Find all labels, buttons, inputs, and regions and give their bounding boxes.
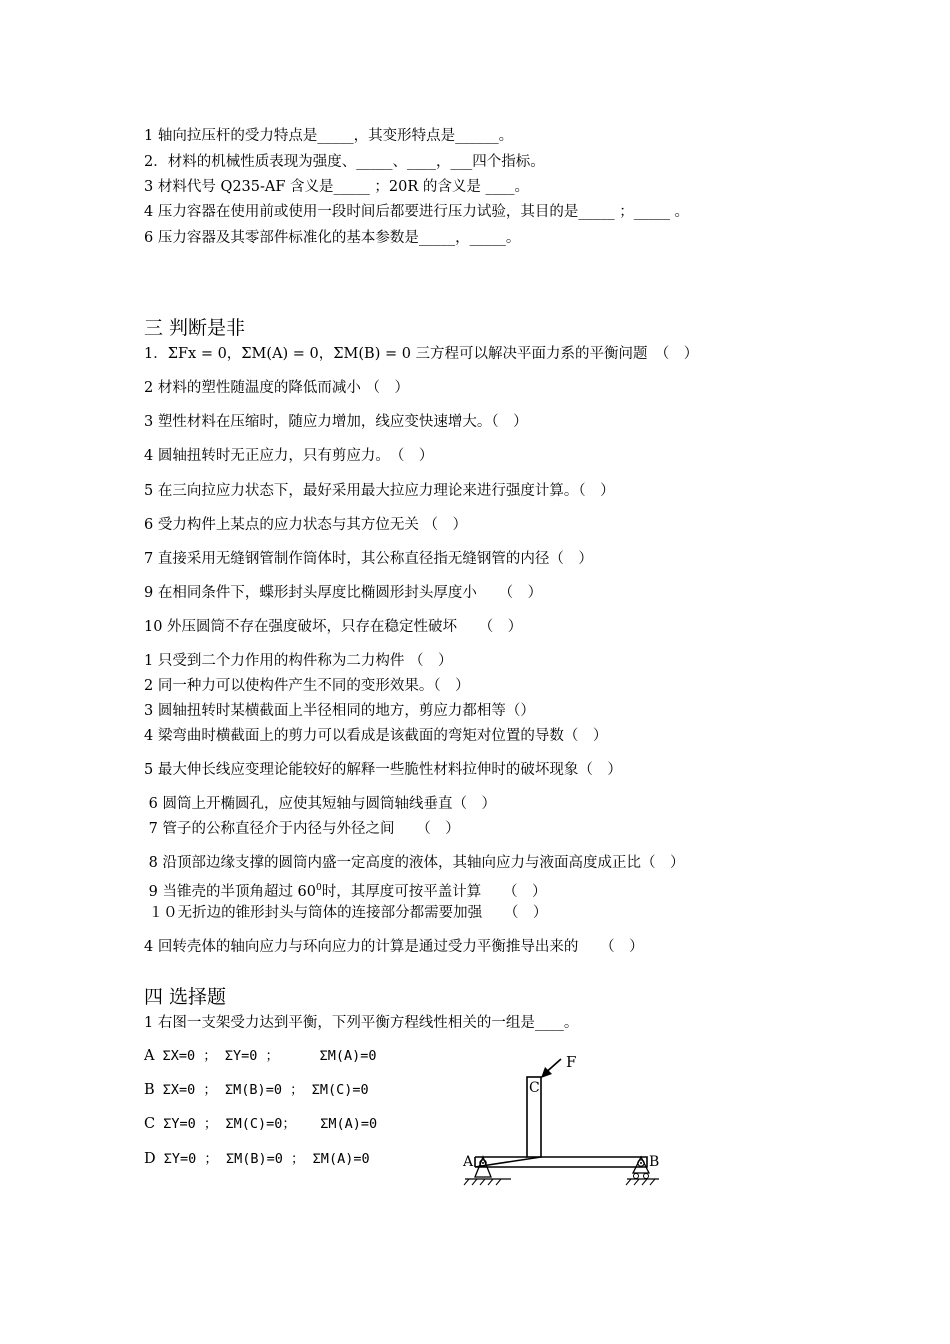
fill-in-item-1: 1 轴向拉压杆的受力特点是_____，其变形特点是______。 <box>144 128 514 144</box>
choice-option-d <box>144 1150 370 1168</box>
horizontal-beam <box>475 1157 647 1167</box>
choice-option-b <box>144 1081 369 1099</box>
true-false-item: 2 材料的塑性随温度的降低而减小 （ ） <box>144 380 409 396</box>
fill-in-item-4: 4 压力容器在使用前或使用一段时间后都要进行压力试验，其目的是_____ ；_____ 。 <box>144 204 690 220</box>
option-letter: A <box>144 1048 155 1064</box>
true-false-item: 1 只受到二个力作用的构件称为二力构件 （ ） <box>144 653 453 669</box>
true-false-item <box>144 879 547 901</box>
fill-in-item-3: 3 材料代号 Q235-AF 含义是_____ ；20R 的含义是 ____。 <box>144 179 529 195</box>
true-false-item: 3 塑性材料在压缩时，随应力增加，线应变快速增大。（ ） <box>144 414 528 430</box>
option-letter: B <box>144 1082 155 1098</box>
section-title-true-false: 三 判断是非 <box>144 317 246 339</box>
option-text: ΣX=0 ； ΣM(B)=0 ； ΣM(C)=0 <box>154 1082 369 1098</box>
true-false-item: 4 圆轴扭转时无正应力，只有剪应力。 （ ） <box>144 448 434 464</box>
option-letter: C <box>144 1116 156 1132</box>
label-force: F <box>566 1053 577 1071</box>
fill-in-item-6: 6 压力容器及其零部件标准化的基本参数是_____，_____。 <box>144 230 521 246</box>
option-text: ΣX=0 ； ΣY=0 ； ΣM(A)=0 <box>154 1048 377 1064</box>
label-c: C <box>529 1080 540 1096</box>
choice-option-a <box>144 1047 377 1065</box>
fill-in-item-2: 2．材料的机械性质表现为强度、_____、____，___四个指标。 <box>144 154 545 170</box>
true-false-item: 3 圆轴扭转时某横截面上半径相同的地方，剪应力都相等（） <box>144 703 535 719</box>
option-text: ΣY=0 ； ΣM(B)=0 ； ΣM(A)=0 <box>155 1151 370 1167</box>
true-false-item: 7 直接采用无缝钢管制作筒体时，其公称直径指无缝钢管的内径（ ） <box>144 551 593 567</box>
true-false-item: 4 回转壳体的轴向应力与环向应力的计算是通过受力平衡推导出来的 （ ） <box>144 939 644 955</box>
true-false-item: 8 沿顶部边缘支撑的圆筒内盛一定高度的液体，其轴向应力与液面高度成正比（ ） <box>144 855 685 871</box>
degree-sup: 0 <box>316 883 322 893</box>
true-false-item: 6 受力构件上某点的应力状态与其方位无关 （ ） <box>144 517 467 533</box>
true-false-item: 10 外压圆筒不存在强度破坏，只存在稳定性破坏 （ ） <box>144 619 523 635</box>
label-a: A <box>463 1154 474 1170</box>
section-title-choice: 四 选择题 <box>144 986 227 1008</box>
cone-item-prefix: 9 当锥壳的半顶角超过 60 <box>144 884 317 900</box>
true-false-item: １０无折边的锥形封头与筒体的连接部分都需要加强 （ ） <box>144 905 548 921</box>
option-letter: D <box>144 1151 156 1167</box>
true-false-item: 6 圆筒上开椭圆孔，应使其短轴与圆筒轴线垂直（ ） <box>144 796 496 812</box>
true-false-item: 1．ΣFx = 0，ΣM(A) = 0，ΣM(B) = 0 三方程可以解决平面力系的平衡问题 （ ） <box>144 346 699 362</box>
true-false-item: 2 同一种力可以使构件产生不同的变形效果。（ ） <box>144 678 470 694</box>
option-text: ΣY=0 ； ΣM(C)=0； ΣM(A)=0 <box>155 1116 378 1132</box>
choice-option-c <box>144 1115 377 1133</box>
true-false-item: 5 在三向拉应力状态下，最好采用最大拉应力理论来进行强度计算。（ ） <box>144 483 615 499</box>
cone-item-suffix: 时，其厚度可按平盖计算 （ ） <box>321 884 547 900</box>
true-false-item: 9 在相同条件下，蝶形封头厚度比椭圆形封头厚度小 （ ） <box>144 585 543 601</box>
support-frame-figure <box>455 1045 675 1195</box>
choice-question: 1 右图一支架受力达到平衡，下列平衡方程线性相关的一组是____。 <box>144 1015 579 1031</box>
true-false-item: 7 管子的公称直径介于内径与外径之间 （ ） <box>144 821 460 837</box>
label-b: B <box>649 1154 660 1170</box>
true-false-item: 5 最大伸长线应变理论能较好的解释一些脆性材料拉伸时的破坏现象（ ） <box>144 762 622 778</box>
true-false-item: 4 梁弯曲时横截面上的剪力可以看成是该截面的弯矩对位置的导数（ ） <box>144 728 608 744</box>
